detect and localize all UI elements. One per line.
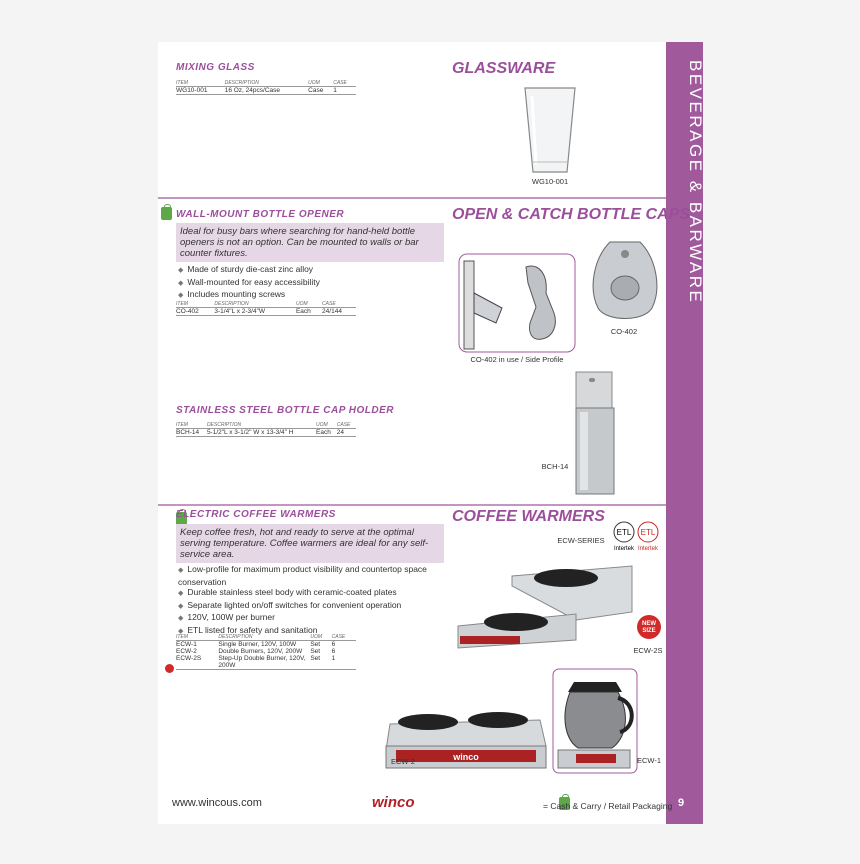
new-item-marker-icon: [165, 664, 174, 673]
bottle-opener-table: [176, 301, 356, 316]
table-cell: BCH-14: [176, 429, 207, 437]
etl-certification-icon: [612, 520, 662, 552]
col-header: CASE: [337, 422, 356, 429]
table-row: [176, 641, 356, 649]
table-cell: 1: [333, 87, 356, 95]
table-row: [176, 308, 356, 316]
table-cell: ECW-2S: [176, 655, 218, 670]
col-header: DESCRIPTION: [218, 634, 310, 641]
bottle-opener-side-image: [458, 253, 576, 353]
col-header: CASE: [322, 301, 356, 308]
table-cell: Each: [296, 308, 322, 316]
footer-legend: = Cash & Carry / Retail Packaging: [543, 801, 673, 811]
retail-bag-icon: [161, 207, 172, 220]
svg-text:winco: winco: [453, 752, 479, 762]
col-header: ITEM: [176, 80, 225, 87]
bullet-item: ◆ Includes mounting screws: [178, 289, 320, 302]
col-header: UOM: [310, 634, 331, 641]
winco-logo: winco: [372, 794, 415, 811]
table-cell: Single Burner, 120V, 100W: [218, 641, 297, 648]
mixing-glass-table: [176, 80, 356, 95]
bullet-item: ◆ ETL listed for safety and sanitation: [178, 625, 448, 638]
col-header: ITEM: [176, 422, 207, 429]
cap-holder-caption: BCH-14: [541, 462, 569, 471]
col-header: UOM: [308, 80, 333, 87]
bullet-item: ◆ Low-profile for maximum product visibility and countertop space conservation: [178, 564, 448, 587]
coffee-warmers-table: [176, 634, 356, 670]
table-cell: 24: [337, 429, 356, 437]
table-cell: 6: [331, 648, 336, 655]
bottle-opener-title: WALL-MOUNT BOTTLE OPENER: [176, 209, 345, 220]
glassware-title: GLASSWARE: [452, 60, 556, 77]
table-cell: Each: [316, 429, 337, 437]
table-cell: CO-402: [176, 308, 214, 316]
bullet-item: ◆ Made of sturdy die-cast zinc alloy: [178, 264, 320, 277]
ecw-2s-caption: ECW-2S: [633, 646, 663, 655]
svg-text:Intertek: Intertek: [613, 546, 635, 552]
table-cell: Double Burners, 120V, 200W: [218, 648, 303, 655]
table-cell: Case: [308, 87, 333, 95]
table-row: [176, 648, 356, 655]
table-cell: Set: [310, 648, 321, 655]
svg-text:ETL: ETL: [616, 528, 632, 537]
table-cell: 1: [332, 655, 356, 670]
svg-text:SIZE: SIZE: [642, 628, 656, 634]
table-cell: Set: [310, 641, 321, 648]
col-header: DESCRIPTION: [207, 422, 316, 429]
side-tab-label: BEVERAGE & BARWARE: [686, 60, 705, 305]
col-header: ITEM: [176, 301, 214, 308]
coffee-warmers-bullets: [178, 564, 448, 637]
col-header: UOM: [296, 301, 322, 308]
col-header: CASE: [332, 634, 356, 641]
bottle-opener-description: Ideal for busy bars where searching for hand-held bottle openers is not an option. Can be mounted to walls or bar counter fixtures.: [176, 223, 444, 262]
table-cell: 16 Oz, 24pcs/Case: [225, 87, 308, 95]
table-cell: ECW-1: [176, 641, 197, 648]
svg-text:NEW: NEW: [642, 621, 656, 627]
mixing-glass-title: MIXING GLASS: [176, 62, 255, 73]
coffee-warmers-description: Keep coffee fresh, hot and ready to serve at the optimal serving temperature. Coffee warmers are ideal for any self-service area.: [176, 524, 444, 563]
col-header: UOM: [316, 422, 337, 429]
bullet-item: ◆ Separate lighted on/off switches for convenient operation: [178, 600, 448, 613]
cap-holder-title: STAINLESS STEEL BOTTLE CAP HOLDER: [176, 405, 394, 416]
table-row: [176, 87, 356, 95]
ecw-2s-warmer-image: [456, 556, 636, 652]
table-cell: 3-1/4"L x 2-3/4"W: [214, 308, 296, 316]
table-cell: ECW-2: [176, 648, 197, 655]
table-cell: 6: [331, 641, 336, 648]
footer-url[interactable]: www.wincous.com: [172, 797, 262, 809]
col-header: ITEM: [176, 634, 218, 641]
cap-holder-table: [176, 422, 356, 437]
table-cell: Set: [310, 655, 331, 670]
col-header: DESCRIPTION: [214, 301, 296, 308]
bottle-caps-title: OPEN & CATCH BOTTLE CAPS: [452, 206, 690, 223]
ecw-1-caption: ECW-1: [636, 756, 662, 765]
table-cell: 24/144: [322, 308, 356, 316]
bottle-opener-bullets: [178, 264, 320, 302]
svg-text:ETL: ETL: [640, 528, 656, 537]
series-caption: ECW-SERIES: [557, 536, 605, 545]
page-number: 9: [678, 797, 685, 809]
bullet-item: ◆ Wall-mounted for easy accessibility: [178, 277, 320, 290]
coffee-warmers-title: COFFEE WARMERS: [452, 508, 605, 525]
bottle-caps-side-caption: CO-402 in use / Side Profile: [470, 355, 564, 364]
bottle-opener-front-image: [586, 238, 664, 326]
table-row: [176, 655, 356, 670]
col-header: CASE: [333, 80, 356, 87]
ecw-1-warmer-image: [552, 668, 638, 776]
bullet-item: ◆ Durable stainless steel body with ceramic-coated plates: [178, 587, 448, 600]
bottle-caps-caption: CO-402: [610, 327, 638, 336]
new-size-badge: [636, 614, 662, 640]
col-header: DESCRIPTION: [225, 80, 308, 87]
coffee-warmers-section-title: ELECTRIC COFFEE WARMERS: [176, 509, 336, 520]
table-cell: Step-Up Double Burner, 120V, 200W: [218, 655, 310, 670]
svg-text:Intertek: Intertek: [637, 546, 659, 552]
divider: [158, 197, 666, 199]
divider: [158, 504, 666, 506]
table-cell: 5-1/2"L x 3-1/2" W x 13-3/4" H: [207, 429, 316, 437]
mixing-glass-image: [522, 86, 578, 176]
table-cell: WG10-001: [176, 87, 225, 95]
cap-holder-image: [574, 370, 616, 496]
bullet-item: ◆ 120V, 100W per burner: [178, 612, 448, 625]
glassware-caption: WG10-001: [531, 177, 569, 186]
table-row: [176, 429, 356, 437]
ecw-2-caption: ECW-2: [390, 757, 416, 766]
